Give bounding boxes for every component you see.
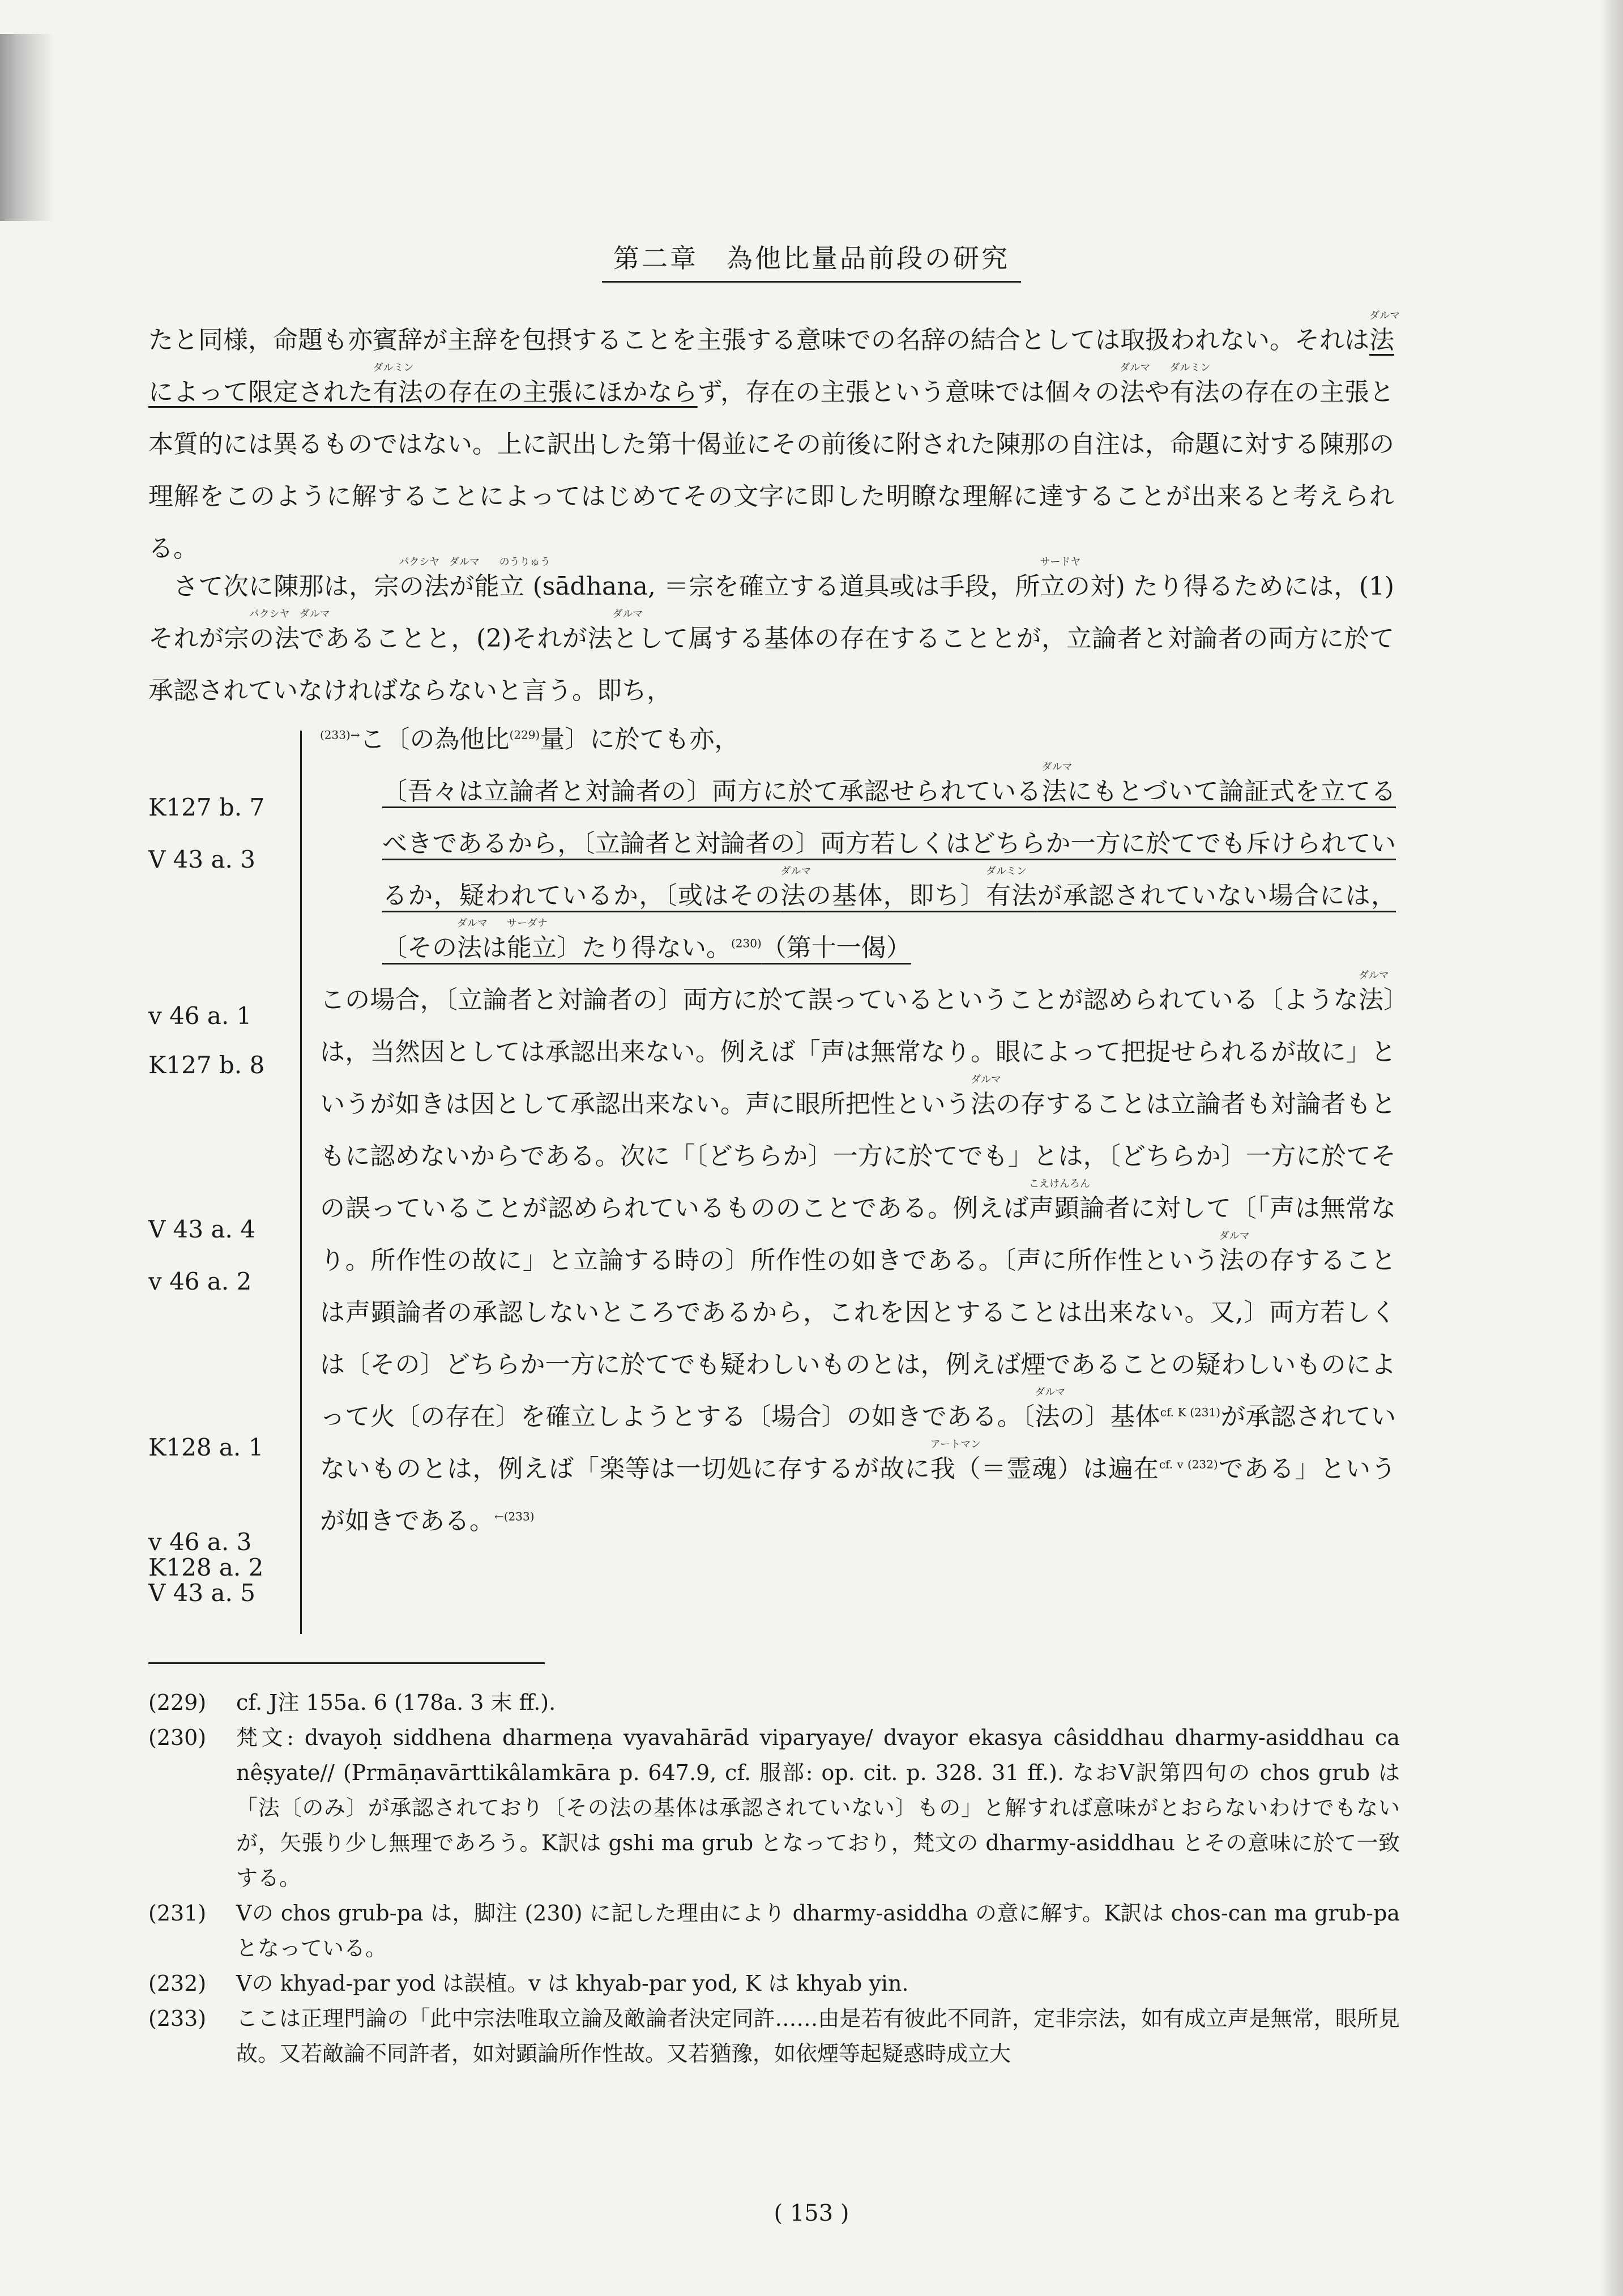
footnotes — [148, 1685, 1400, 2071]
text: として属する基体の存在することとが，立論者と対論者の両方に於て承認されていなければならないと言う。即ち， — [148, 624, 1395, 705]
word-ho: 法 — [457, 933, 482, 962]
note-marker: (229) — [509, 728, 540, 742]
ruby-noryu — [507, 933, 557, 962]
quote-intro — [320, 714, 1396, 766]
ref-k127b8: K127 b. 8 — [148, 1051, 265, 1079]
text: の基体，即ち〕 — [806, 881, 986, 910]
text: が — [449, 572, 475, 601]
word-ho: 法 — [1041, 777, 1067, 806]
word-ho: 法 — [1120, 378, 1145, 407]
text: は — [482, 933, 507, 962]
word-ho: 法 — [424, 572, 450, 601]
paragraph-2 — [148, 561, 1394, 717]
ruby-ho — [1120, 378, 1144, 407]
word-ho: 法 — [780, 881, 806, 910]
word-shoryu: 所立 — [1015, 572, 1065, 601]
quote-rule — [300, 731, 302, 1634]
footnote-number: (229) — [148, 1690, 207, 1715]
ruby-shoryu — [1015, 572, 1065, 601]
text: たと同様，命題も亦賓辞が主辞を包摂することを主張する意味での名辞の結合としては取扱われない。それは — [148, 326, 1369, 355]
text: この場合，〔立論者と対論者の〕両方に於て誤っているということが認められている〔ような — [320, 985, 1359, 1014]
footnote-text: Vの chos grub-pa は，脚注 (230) に記した理由により dharmy-asiddha の意に解す。K訳は chos-can ma grub-pa となっている。 — [236, 1901, 1400, 1961]
footnote — [148, 1966, 1400, 2001]
word-ho: 法 — [1358, 985, 1383, 1014]
note-marker: cf. K (231) — [1160, 1405, 1221, 1419]
text: の対) たり得るためには，(1)それが — [148, 572, 1395, 653]
ref-v43a5: V 43 a. 5 — [148, 1579, 255, 1607]
ruby-ho — [1219, 1246, 1245, 1275]
word-uho: 有法 — [373, 378, 423, 407]
footnote-text: cf. J注 155a. 6 (178a. 3 末 ff.). — [236, 1690, 556, 1715]
word-kokenron: 声顕論 — [1029, 1194, 1105, 1223]
word-ho: 法 — [970, 1090, 996, 1119]
text: にもとづいて論証式を立てるべきであるから，〔立論者と対論者の〕両方若しくはどちらか一方に於てでも斥けられているか，疑われているか，〔或はその — [382, 777, 1396, 910]
ruby-atman — [930, 1454, 956, 1483]
ref-v46a2: v 46 a. 2 — [148, 1268, 252, 1295]
text: こ〔の為他比 — [360, 725, 510, 754]
word-ga: 我 — [930, 1454, 956, 1483]
text: 〕は，当然因としては承認出来ない。例えば「声は無常なり。眼によって把捉せられるが故に」というが如きは因として承認出来ない。声に眼所把性という — [320, 985, 1396, 1119]
word-uho: 有法 — [986, 881, 1037, 910]
text: 〔吾々は立論者と対論者の〕両方に於て承認せられている — [382, 777, 1042, 806]
quotation-block — [320, 714, 1396, 1547]
text: の存することは立論者も対論者もともに認めないからである。次に「〔どちらか〕一方に於てでも」とは，〔どちらか〕一方に於てその誤っていることが認められているもののことである。例えば — [320, 1090, 1396, 1223]
ref-v46a3: v 46 a. 3 — [148, 1528, 252, 1556]
ruby-kokenron — [1029, 1194, 1105, 1223]
footnote-number: (232) — [148, 1971, 207, 1996]
scan-shadow-right — [1600, 0, 1623, 2296]
ruby-uho — [373, 378, 423, 407]
ruby-ho — [1035, 1402, 1060, 1431]
page-number: ( 153 ) — [774, 2200, 849, 2226]
text: の — [249, 624, 275, 653]
footnote — [148, 2001, 1400, 2071]
text: の存することは声顕論者の承認しないところであるから，これを因とすることは出来ない。又,〕両方若しくは〔その〕どちらか一方に於てでも疑わしいものとは，例えば煙であることの疑わしいものによって火〔の存在〕を確立しようとする〔場合〕の如きである。〔 — [320, 1246, 1396, 1431]
word-shu: 宗 — [374, 572, 399, 601]
text: によって限定された — [148, 378, 373, 407]
ruby-ho — [587, 624, 613, 653]
word-ho: 法 — [1369, 326, 1394, 355]
ruby-ho — [1369, 326, 1394, 355]
word-noryu: 能立 — [507, 933, 557, 962]
paragraph-1 — [148, 314, 1394, 575]
text: （＝霊魂）は遍在 — [955, 1454, 1159, 1483]
note-marker: (230) — [731, 936, 762, 950]
text: (sādhana, ＝宗を確立する道具或は手段， — [524, 572, 1015, 601]
ref-k128a1: K128 a. 1 — [148, 1433, 264, 1461]
commentary — [320, 974, 1396, 1547]
footnote — [148, 1896, 1400, 1966]
ruby-ho — [780, 881, 806, 910]
word-ho: 法 — [274, 624, 300, 653]
footnote-text: 梵文: dvayoḥ siddhena dharmeṇa vyavahārād viparyaye/ dvayor ekasya câsiddhau dharmy-asiddhau ca nêṣyate// (Prmāṇavārttikâlamkāra p. 647.9, cf. 服部: op. cit. p. 328. 31 ff.). なおV訳第四句の chos grub は「法〔のみ〕が承認されており〔その法の基体は承認されていない〕もの」と解すれば意味がとおらないわけでもないが，矢張り少し無理であろう。K訳は gshi ma grub となっており，梵文の dharmy-asiddhau とその意味に於て一致する。 — [236, 1725, 1400, 1890]
ruby-ho — [424, 572, 449, 601]
chapter-title: 第二章 為他比量品前段の研究 — [602, 238, 1021, 283]
verse-number: （第十一偈） — [761, 933, 911, 962]
footnote-text: ここは正理門論の「此中宗法唯取立論及敵論者決定同許……由是若有彼此不同許，定非宗法，如有成立声是無常，眼所見故。又若敵論不同許者，如対顕論所作性故。又若猶豫，如依煙等起疑惑時成立大 — [236, 2006, 1400, 2066]
text: である」というが如きである。 — [320, 1454, 1396, 1535]
text: や — [1144, 378, 1170, 407]
text: 量〕に於ても亦， — [540, 725, 740, 754]
text: が承認されていない場合には，〔その — [382, 881, 1396, 962]
text: の〕基体 — [1060, 1402, 1160, 1431]
ruby-ho — [457, 933, 482, 962]
word-uho: 有法 — [1169, 378, 1220, 407]
text: 〕たり得ない。 — [557, 933, 731, 962]
text: の存在の主張と本質的には異るものではない。上に訳出した第十偈並にその前後に附された陳那の自注は，命題に対する陳那の理解をこのように解することによってはじめてその文字に即した明瞭な理解に達することが出来ると考えられる。 — [148, 378, 1395, 563]
ruby-shu — [374, 572, 399, 601]
ruby-ho — [1042, 777, 1067, 806]
word-ho: 法 — [1035, 1402, 1060, 1431]
word-noryu: 能立 — [474, 572, 525, 601]
ruby-uho — [986, 881, 1037, 910]
text: さて次に陳那は， — [173, 572, 374, 601]
ruby-uho — [1169, 378, 1219, 407]
ruby-noryu — [475, 572, 525, 601]
ruby-ho — [275, 624, 300, 653]
footnote — [148, 1685, 1400, 1720]
word-shu: 宗 — [224, 624, 250, 653]
ref-k127b7: K127 b. 7 — [148, 793, 265, 821]
ref-v43a4: V 43 a. 4 — [148, 1215, 255, 1243]
footnote-number: (233) — [148, 2006, 207, 2031]
footnote-number: (231) — [148, 1901, 207, 1926]
text: であることと，(2)それが — [300, 624, 588, 653]
running-header — [0, 238, 1623, 283]
ruby-ho — [971, 1090, 996, 1119]
ref-k128a2: K128 a. 2 — [148, 1554, 264, 1581]
text: ず，存在の主張という意味では個々の — [697, 378, 1120, 407]
text: の存在の主張にほかなら — [422, 378, 698, 407]
scan-shadow-left — [0, 34, 54, 221]
footnote — [148, 1720, 1400, 1896]
note-marker: (233)→ — [320, 728, 360, 742]
footnote-rule — [148, 1662, 545, 1664]
note-marker: ←(233) — [494, 1509, 535, 1523]
ruby-ho — [1359, 985, 1383, 1014]
word-ho: 法 — [587, 624, 613, 653]
word-ho: 法 — [1219, 1246, 1245, 1275]
text: が承認されていないものとは，例えば「楽等は一切処に存するが故に — [320, 1402, 1396, 1483]
verse-eleven — [320, 766, 1396, 974]
footnote-text: Vの khyad-par yod は誤植。v は khyab-par yod, K は khyab yin. — [236, 1971, 909, 1996]
text: の — [399, 572, 425, 601]
ruby-shu — [224, 624, 250, 653]
footnote-number: (230) — [148, 1725, 207, 1750]
ref-v43a3: V 43 a. 3 — [148, 846, 255, 873]
text: 者に対して〔「声は無常なり。所作性の故に」と立論する時の〕所作性の如きである。〔声に所作性という — [320, 1194, 1396, 1275]
note-marker: cf. v (232) — [1159, 1457, 1218, 1471]
ref-v46a1: v 46 a. 1 — [148, 1002, 252, 1030]
